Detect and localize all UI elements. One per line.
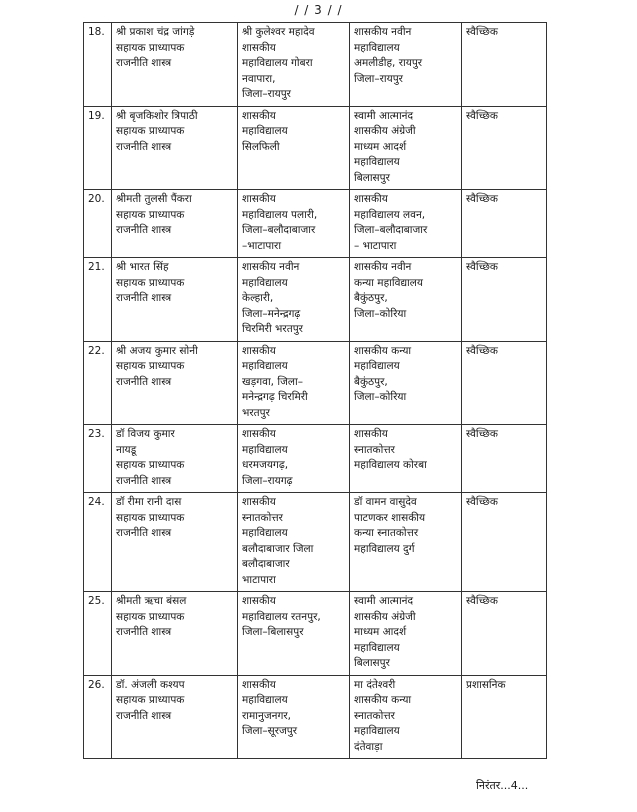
- current-posting-line: जिला–मनेन्द्रगढ़: [242, 307, 301, 320]
- current-posting-line: जिला–रायगढ़: [242, 474, 293, 487]
- employee-name-line: सहायक प्राध्यापक: [116, 276, 185, 289]
- employee-name-cell: [112, 190, 238, 258]
- current-posting-line: भाटापारा: [242, 573, 276, 586]
- table-row: [84, 341, 547, 425]
- employee-name-cell: [112, 258, 238, 342]
- current-posting-line: केल्हारी,: [242, 292, 274, 304]
- employee-name-cell: [112, 493, 238, 592]
- employee-name-line: सहायक प्राध्यापक: [116, 694, 185, 706]
- current-posting-line: जिला–बिलासपुर: [242, 626, 304, 638]
- employee-name-cell: [112, 106, 238, 190]
- current-posting-line: महाविद्यालय: [242, 694, 288, 706]
- new-posting-line: कन्या स्नातकोत्तर: [354, 527, 419, 539]
- new-posting-line: शासकीय नवीन: [354, 261, 412, 273]
- current-posting-line: महाविद्यालय गोबरा: [242, 57, 313, 69]
- new-posting-line: शासकीय अंग्रेजी: [354, 125, 416, 137]
- current-posting-line: जिला–रायपुर: [242, 88, 291, 100]
- serial-number: 21.: [84, 258, 112, 342]
- new-posting-line: स्नातकोत्तर: [354, 443, 395, 456]
- new-posting-line: महाविद्यालय: [354, 41, 400, 54]
- new-posting-line: स्वामी आत्मानंद: [354, 109, 414, 122]
- current-posting-line: शासकीय नवीन: [242, 261, 300, 273]
- current-posting-line: श्री कुलेश्वर महादेव: [242, 26, 315, 38]
- current-posting-cell: [238, 675, 350, 759]
- transfer-type-cell: स्वैच्छिक: [462, 258, 547, 342]
- current-posting-line: शासकीय: [242, 344, 276, 357]
- current-posting-line: महाविद्यालय: [242, 125, 288, 137]
- new-posting-cell: [350, 190, 462, 258]
- employee-name-line: श्रीमती ऋचा बंसल: [116, 595, 187, 607]
- employee-name-line: डॉ विजय कुमार: [116, 428, 175, 440]
- transfer-type-cell: स्वैच्छिक: [462, 493, 547, 592]
- transfer-type-cell: स्वैच्छिक: [462, 106, 547, 190]
- new-posting-line: डॉ वामन वासुदेव: [354, 496, 417, 508]
- employee-name-line: श्री भारत सिंह: [116, 261, 169, 273]
- transfer-type-cell: स्वैच्छिक: [462, 190, 547, 258]
- current-posting-cell: [238, 425, 350, 493]
- employee-name-line: सहायक प्राध्यापक: [116, 360, 185, 372]
- current-posting-line: महाविद्यालय: [242, 443, 288, 456]
- employee-name-line: सहायक प्राध्यापक: [116, 208, 185, 221]
- new-posting-line: मा दंतेश्वरी: [354, 678, 396, 691]
- employee-name-line: राजनीति शास्त्र: [116, 375, 172, 388]
- new-posting-line: माध्यम आदर्श: [354, 626, 407, 638]
- table-row: [84, 23, 547, 107]
- new-posting-cell: [350, 675, 462, 759]
- table-row: [84, 258, 547, 342]
- new-posting-cell: [350, 106, 462, 190]
- new-posting-line: बिलासपुर: [354, 171, 390, 184]
- current-posting-line: बलौदाबाजार: [242, 558, 290, 570]
- employee-name-line: सहायक प्राध्यापक: [116, 610, 185, 623]
- current-posting-line: बलौदाबाजार जिला: [242, 542, 314, 555]
- new-posting-line: बैकुंठपुर,: [354, 292, 388, 304]
- employee-name-line: सहायक प्राध्यापक: [116, 41, 185, 54]
- current-posting-cell: [238, 592, 350, 676]
- new-posting-line: महाविद्यालय कोरबा: [354, 459, 427, 471]
- new-posting-line: स्वामी आत्मानंद: [354, 595, 414, 607]
- current-posting-line: रामानुजनगर,: [242, 709, 292, 722]
- new-posting-line: स्नातकोत्तर: [354, 709, 395, 722]
- current-posting-line: शासकीय: [242, 678, 276, 691]
- continued-note: निरंतर...4...: [476, 779, 529, 792]
- current-posting-line: महाविद्यालय: [242, 360, 288, 372]
- employee-name-cell: [112, 592, 238, 676]
- new-posting-line: जिला–बलौदाबाजार: [354, 224, 428, 236]
- employee-name-line: सहायक प्राध्यापक: [116, 511, 185, 524]
- serial-number: 26.: [84, 675, 112, 759]
- employee-name-line: राजनीति शास्त्र: [116, 224, 172, 236]
- employee-name-line: डॉ. अंजली कश्यप: [116, 678, 185, 691]
- transfer-type-cell: स्वैच्छिक: [462, 23, 547, 107]
- new-posting-line: महाविद्यालय: [354, 641, 400, 654]
- current-posting-line: जिला–सूरजपुर: [242, 725, 298, 737]
- employee-name-line: सहायक प्राध्यापक: [116, 459, 185, 471]
- new-posting-cell: [350, 592, 462, 676]
- new-posting-line: शासकीय: [354, 193, 388, 205]
- transfer-table: [83, 22, 547, 759]
- current-posting-line: महाविद्यालय पलारी,: [242, 208, 318, 221]
- current-posting-cell: [238, 493, 350, 592]
- table-row: [84, 106, 547, 190]
- current-posting-cell: [238, 23, 350, 107]
- employee-name-line: डॉ रीमा रानी दास: [116, 496, 182, 508]
- new-posting-cell: [350, 23, 462, 107]
- table-row: [84, 675, 547, 759]
- new-posting-line: दंतेवाड़ा: [354, 740, 383, 753]
- serial-number: 25.: [84, 592, 112, 676]
- new-posting-line: जिला–कोरिया: [354, 391, 407, 403]
- current-posting-cell: [238, 106, 350, 190]
- transfer-type-cell: प्रशासनिक: [462, 675, 547, 759]
- new-posting-line: – भाटापारा: [354, 239, 397, 252]
- current-posting-line: स्नातकोत्तर: [242, 511, 283, 524]
- current-posting-cell: [238, 341, 350, 425]
- employee-name-line: राजनीति शास्त्र: [116, 626, 172, 638]
- table-row: [84, 190, 547, 258]
- table-row: [84, 493, 547, 592]
- new-posting-line: शासकीय कन्या: [354, 344, 412, 357]
- employee-name-line: राजनीति शास्त्र: [116, 527, 172, 539]
- new-posting-line: अमलीडीह, रायपुर: [354, 57, 423, 69]
- employee-name-cell: [112, 425, 238, 493]
- employee-name-line: सहायक प्राध्यापक: [116, 125, 185, 137]
- current-posting-line: नवापारा,: [242, 72, 276, 85]
- serial-number: 22.: [84, 341, 112, 425]
- current-posting-line: शासकीय: [242, 496, 276, 508]
- current-posting-line: धरमजयगढ़,: [242, 459, 289, 471]
- current-posting-line: जिला–बलौदाबाजार: [242, 224, 316, 236]
- employee-name-cell: [112, 675, 238, 759]
- serial-number: 23.: [84, 425, 112, 493]
- new-posting-cell: [350, 493, 462, 592]
- transfer-type-cell: स्वैच्छिक: [462, 425, 547, 493]
- serial-number: 19.: [84, 106, 112, 190]
- transfer-type-cell: स्वैच्छिक: [462, 341, 547, 425]
- new-posting-cell: [350, 425, 462, 493]
- new-posting-line: शासकीय: [354, 428, 388, 440]
- new-posting-line: शासकीय नवीन: [354, 26, 412, 38]
- current-posting-line: शासकीय: [242, 193, 276, 205]
- new-posting-line: महाविद्यालय दुर्ग: [354, 542, 415, 555]
- employee-name-line: श्रीमती तुलसी पैंकरा: [116, 193, 192, 205]
- employee-name-line: राजनीति शास्त्र: [116, 292, 172, 304]
- current-posting-line: शासकीय: [242, 109, 276, 122]
- new-posting-cell: [350, 258, 462, 342]
- new-posting-line: जिला–रायपुर: [354, 72, 403, 85]
- employee-name-line: राजनीति शास्त्र: [116, 140, 172, 153]
- new-posting-line: माध्यम आदर्श: [354, 140, 407, 153]
- table-row: [84, 425, 547, 493]
- employee-name-line: श्री बृजकिशोर त्रिपाठी: [116, 109, 198, 122]
- new-posting-cell: [350, 341, 462, 425]
- serial-number: 24.: [84, 493, 112, 592]
- table-row: [84, 592, 547, 676]
- current-posting-line: मनेन्द्रगढ़ चिरमिरी: [242, 391, 308, 403]
- serial-number: 20.: [84, 190, 112, 258]
- new-posting-line: महाविद्यालय: [354, 725, 400, 737]
- current-posting-line: महाविद्यालय रतनपुर,: [242, 610, 321, 623]
- new-posting-line: बैकुंठपुर,: [354, 375, 388, 388]
- new-posting-line: शासकीय अंग्रेजी: [354, 610, 416, 623]
- new-posting-line: महाविद्यालय लवन,: [354, 208, 426, 221]
- new-posting-line: कन्या महाविद्यालय: [354, 276, 423, 289]
- current-posting-line: खड़गवा, जिला–: [242, 375, 303, 388]
- current-posting-cell: [238, 190, 350, 258]
- employee-name-cell: [112, 341, 238, 425]
- new-posting-line: जिला–कोरिया: [354, 307, 407, 320]
- employee-name-line: श्री अजय कुमार सोनी: [116, 344, 198, 357]
- new-posting-line: बिलासपुर: [354, 657, 390, 669]
- current-posting-line: भरतपुर: [242, 406, 270, 419]
- current-posting-line: महाविद्यालय: [242, 276, 288, 289]
- transfer-table-body: [84, 23, 547, 759]
- employee-name-line: राजनीति शास्त्र: [116, 474, 172, 487]
- employee-name-line: श्री प्रकाश चंद्र जांगड़े: [116, 26, 195, 38]
- current-posting-line: –भाटापारा: [242, 239, 282, 252]
- employee-name-cell: [112, 23, 238, 107]
- current-posting-line: शासकीय: [242, 595, 276, 607]
- employee-name-line: नायडू: [116, 443, 137, 456]
- employee-name-line: राजनीति शास्त्र: [116, 57, 172, 69]
- employee-name-line: राजनीति शास्त्र: [116, 709, 172, 722]
- current-posting-cell: [238, 258, 350, 342]
- current-posting-line: चिरमिरी भरतपुर: [242, 323, 303, 335]
- current-posting-line: शासकीय: [242, 41, 276, 54]
- current-posting-line: शासकीय: [242, 428, 276, 440]
- current-posting-line: सिलफिली: [242, 140, 280, 153]
- page-number-marker: / / 3 / /: [294, 3, 343, 17]
- new-posting-line: शासकीय कन्या: [354, 694, 412, 706]
- new-posting-line: महाविद्यालय: [354, 360, 400, 372]
- transfer-type-cell: स्वैच्छिक: [462, 592, 547, 676]
- new-posting-line: महाविद्यालय: [354, 156, 400, 168]
- serial-number: 18.: [84, 23, 112, 107]
- current-posting-line: महाविद्यालय: [242, 527, 288, 539]
- new-posting-line: पाटणकर शासकीय: [354, 511, 426, 524]
